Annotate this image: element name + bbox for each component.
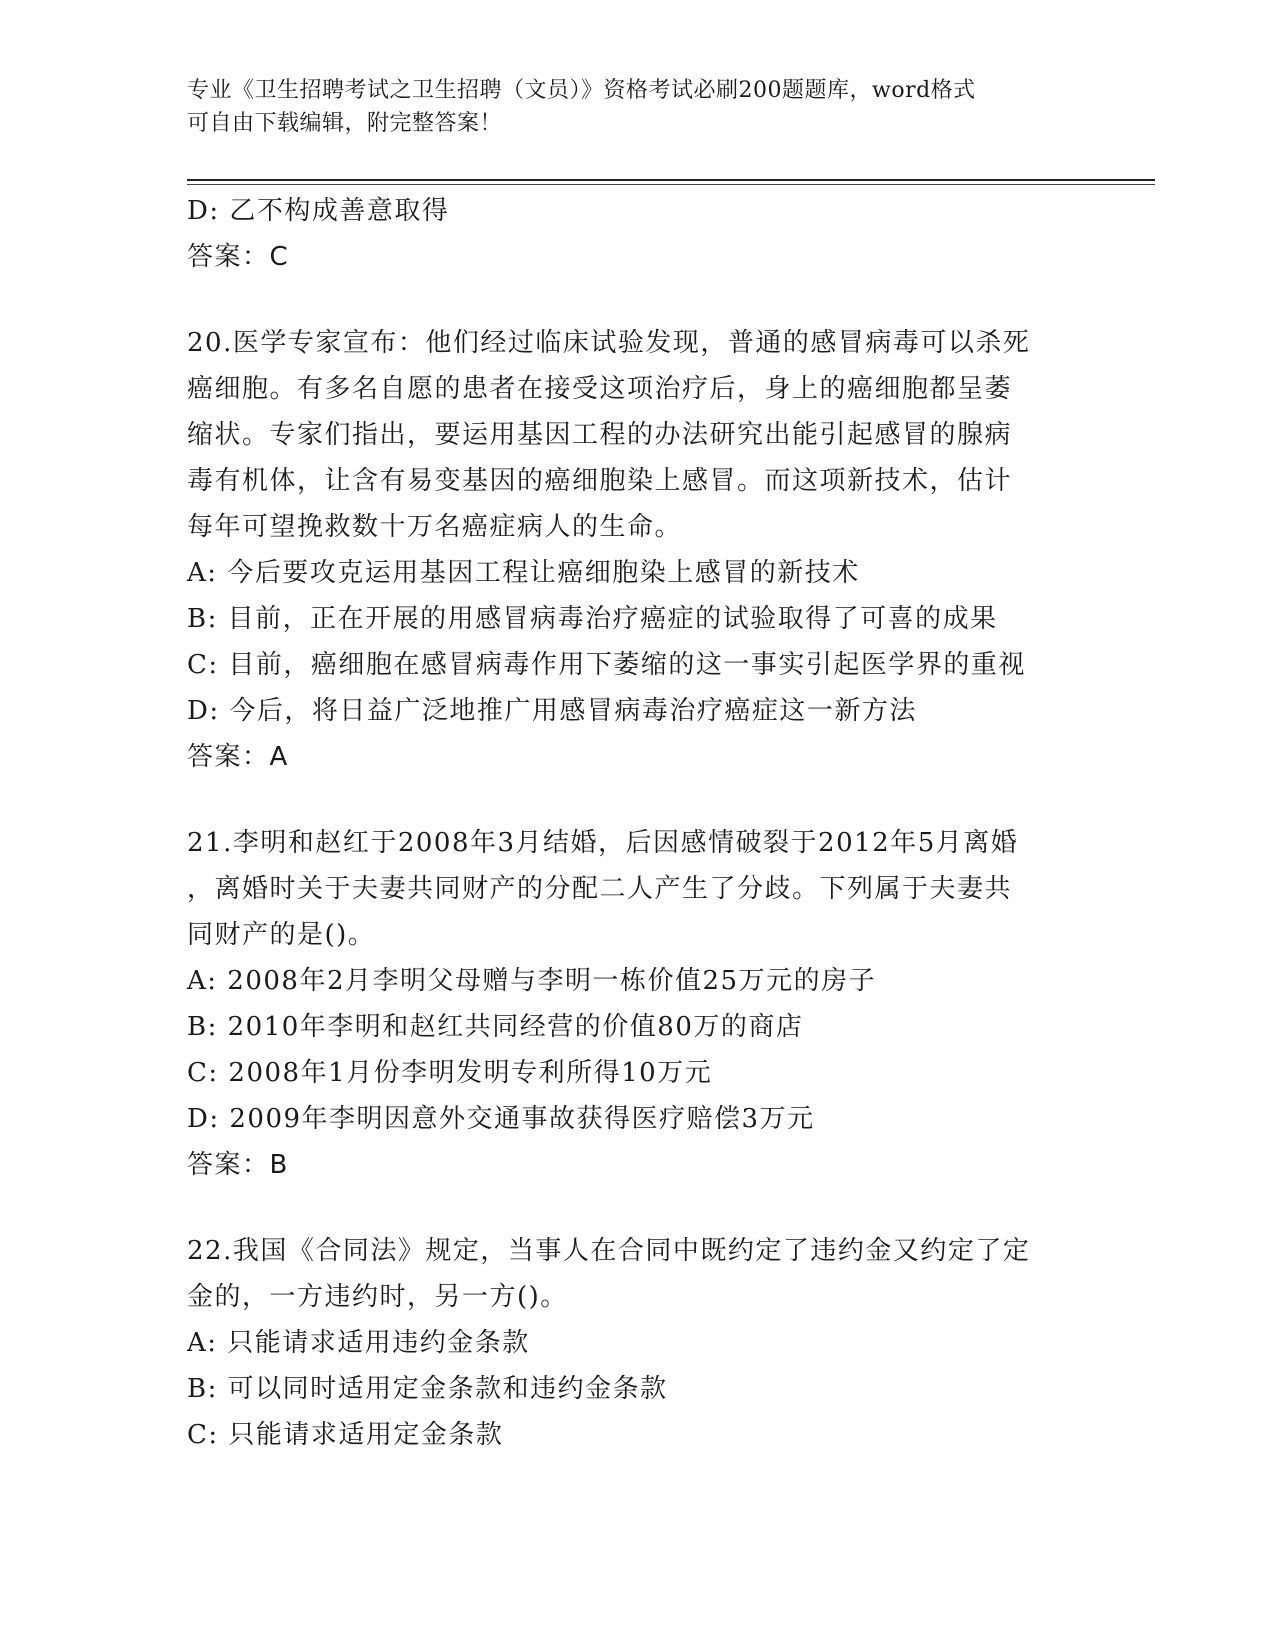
question-22 [187,1228,1087,1458]
option-d: D: 今后，将日益广泛地推广用感冒病毒治疗癌症这一新方法 [187,696,917,726]
question-text-line: 毒有机体，让含有易变基因的癌细胞染上感冒。而这项新技术，估计 [187,466,1013,496]
answer-label: 答案：B [187,1150,289,1180]
answer-label: 答案：C [187,242,290,272]
option-c: C: 2008年1月份李明发明专利所得10万元 [187,1058,713,1088]
document-header [187,74,1087,140]
question-text-line: 金的，一方违约时，另一方()。 [187,1282,568,1312]
question-text-line: 20.医学专家宣布：他们经过临床试验发现，普通的感冒病毒可以杀死 [187,328,1031,358]
question-20 [187,320,1087,780]
question-text-line: 癌细胞。有多名自愿的患者在接受这项治疗后，身上的癌细胞都呈萎 [187,374,1013,404]
previous-question-tail [187,188,1087,280]
option-c: C: 目前，癌细胞在感冒病毒作用下萎缩的这一事实引起医学界的重视 [187,650,1026,680]
option-a: A: 2008年2月李明父母赠与李明一栋价值25万元的房子 [187,966,877,996]
question-text-line: ，离婚时关于夫妻共同财产的分配二人产生了分歧。下列属于夫妻共 [187,874,1013,904]
question-21 [187,820,1087,1188]
header-divider-thin [187,184,1155,185]
option-b: B: 2010年李明和赵红共同经营的价值80万的商店 [187,1012,804,1042]
header-line-1: 专业《卫生招聘考试之卫生招聘（文员）》资格考试必刷200题题库，word格式 [187,78,976,103]
question-text-line: 22.我国《合同法》规定，当事人在合同中既约定了违约金又约定了定 [187,1236,1031,1266]
question-content [187,188,1087,1458]
option-b: B: 目前，正在开展的用感冒病毒治疗癌症的试验取得了可喜的成果 [187,604,998,634]
option-d: D: 乙不构成善意取得 [187,196,450,226]
option-c: C: 只能请求适用定金条款 [187,1420,504,1450]
question-text-line: 缩状。专家们指出，要运用基因工程的办法研究出能引起感冒的腺病 [187,420,1013,450]
option-a: A: 只能请求适用违约金条款 [187,1328,530,1358]
question-text-line: 同财产的是()。 [187,920,376,950]
option-a: A: 今后要攻克运用基因工程让癌细胞染上感冒的新技术 [187,558,860,588]
header-divider-thick [187,179,1155,181]
option-b: B: 可以同时适用定金条款和违约金条款 [187,1374,668,1404]
header-line-2: 可自由下载编辑，附完整答案！ [187,111,503,136]
question-text-line: 21.李明和赵红于2008年3月结婚，后因感情破裂于2012年5月离婚 [187,828,1019,858]
answer-label: 答案：A [187,742,289,772]
question-text-line: 每年可望挽救数十万名癌症病人的生命。 [187,512,683,542]
option-d: D: 2009年李明因意外交通事故获得医疗赔偿3万元 [187,1104,815,1134]
